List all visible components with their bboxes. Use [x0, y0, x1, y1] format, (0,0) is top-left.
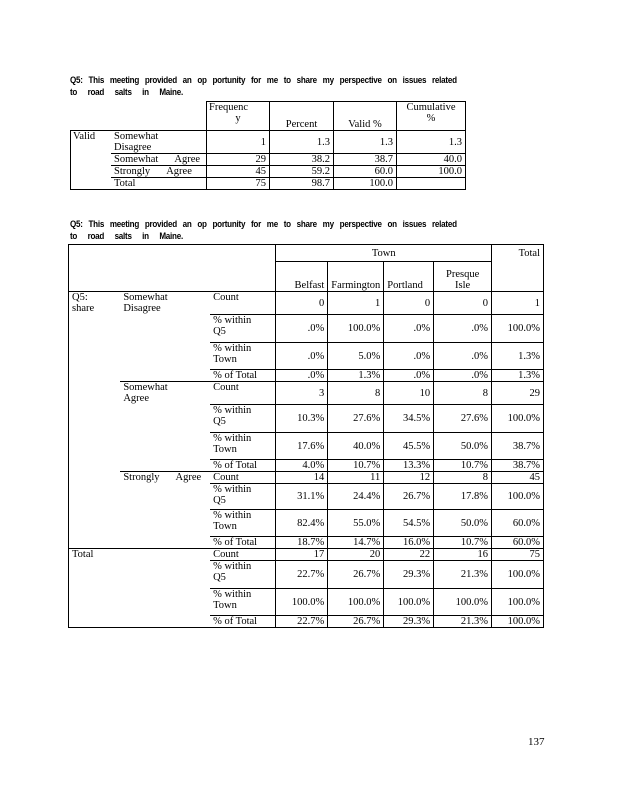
stat-label-part: % of Total [213, 616, 258, 627]
stat-label-part: Q5 [213, 572, 226, 583]
crosstab-cell: 50.0% [434, 433, 492, 460]
crosstab-cell: .0% [434, 343, 492, 370]
crosstab-row [69, 561, 544, 589]
freq-row [71, 131, 466, 154]
freq-group-label: Valid [71, 131, 112, 154]
town-header-presque-a: Presque [445, 269, 480, 280]
crosstab-cell: 21.3% [434, 561, 492, 589]
crosstab-stat-label [210, 315, 276, 343]
crosstab-cell: .0% [384, 343, 434, 370]
crosstab-row-var [69, 537, 121, 549]
stat-label-part: % within [213, 343, 252, 354]
crosstab-row [69, 549, 544, 561]
crosstab-category-label [120, 561, 210, 589]
crosstab-cell: 17 [276, 549, 328, 561]
stat-label-part: % within [213, 484, 252, 495]
caption-line-2: to road salts in Maine. [70, 231, 183, 242]
caption-line-1: Q5: This meeting provided an op portunity for me to share my perspective on issues related [70, 219, 457, 230]
crosstab-cell: 60.0% [492, 510, 544, 537]
stat-label-part: % of Total [213, 460, 258, 471]
crosstab-row-var [69, 405, 121, 433]
crosstab-row-var [69, 292, 121, 315]
caption-line-2: to road salts in Maine. [70, 87, 183, 98]
crosstab-row [69, 616, 544, 628]
crosstab-total-label [69, 561, 121, 589]
freq-cell: 100.0 [334, 178, 397, 190]
town-header-belfast: Belfast [276, 262, 328, 292]
crosstab-cell: 100.0% [492, 589, 544, 616]
freq-header-valid-percent: Valid % [334, 102, 397, 131]
crosstab-cell: 29.3% [384, 561, 434, 589]
crosstab-cell: 16 [434, 549, 492, 561]
crosstab-cell: 1 [492, 292, 544, 315]
crosstab-cell: 0 [384, 292, 434, 315]
crosstab-stat-label [210, 510, 276, 537]
crosstab-body [69, 292, 544, 628]
freq-header-frequency [207, 102, 270, 131]
stat-label-part: % of Total [213, 537, 258, 548]
stat-label-part: Count [213, 472, 239, 483]
stat-label-part: Town [213, 444, 237, 455]
town-header-farmington: Farmington [328, 262, 384, 292]
freq-cell: 1 [207, 131, 270, 154]
freq-cell: 38.2 [270, 154, 334, 166]
crosstab-cell: .0% [384, 315, 434, 343]
freq-cell: 60.0 [334, 166, 397, 178]
crosstab-total-label [69, 616, 121, 628]
crosstab-cell: 3 [276, 382, 328, 405]
crosstab-stat-label [210, 472, 276, 484]
crosstab-row [69, 589, 544, 616]
crosstab-category-label [120, 433, 210, 460]
freq-header-cumulative-a: Cumulative [406, 102, 456, 113]
crosstab-row [69, 370, 544, 382]
crosstab-cell: 8 [328, 382, 384, 405]
crosstab-cell: 26.7% [328, 616, 384, 628]
crosstab-row [69, 405, 544, 433]
crosstab-row [69, 382, 544, 405]
freq-cell: 38.7 [334, 154, 397, 166]
crosstab-row [69, 460, 544, 472]
crosstab-cell: 13.3% [384, 460, 434, 472]
crosstab-stat-label [210, 589, 276, 616]
crosstab-row-var [69, 382, 121, 405]
freq-total-label: Total [111, 178, 207, 190]
crosstab-cell: 14 [276, 472, 328, 484]
crosstab-cell: 21.3% [434, 616, 492, 628]
freq-header-frequency-a: Frequenc [209, 102, 249, 113]
crosstab-cell: 100.0% [328, 315, 384, 343]
crosstab-header-blank [69, 262, 276, 292]
crosstab-row-var [69, 510, 121, 537]
crosstab-cell: 100.0% [276, 589, 328, 616]
crosstab-cell: 100.0% [492, 561, 544, 589]
crosstab-cell: 45 [492, 472, 544, 484]
crosstab-row-var [69, 343, 121, 370]
crosstab-cell: 26.7% [384, 484, 434, 510]
freq-cell: 29 [207, 154, 270, 166]
crosstab-cell: .0% [276, 370, 328, 382]
category-label-b: Agree [123, 393, 149, 404]
stat-label-part: Q5 [213, 326, 226, 337]
crosstab-cell: 38.7% [492, 433, 544, 460]
freq-header-blank-2 [111, 102, 207, 131]
crosstab-cell: 100.0% [328, 589, 384, 616]
stat-label-part: % within [213, 589, 252, 600]
stat-label-part: % within [213, 561, 252, 572]
crosstab-row [69, 292, 544, 315]
crosstab-cell: 10.7% [328, 460, 384, 472]
crosstab-cell: 34.5% [384, 405, 434, 433]
freq-header-row [71, 102, 466, 131]
crosstab-cell: 22 [384, 549, 434, 561]
freq-cell: 45 [207, 166, 270, 178]
crosstab-cell: 14.7% [328, 537, 384, 549]
crosstab-cell: 0 [276, 292, 328, 315]
category-label-a: Somewhat [123, 292, 168, 303]
crosstab-cell: 75 [492, 549, 544, 561]
crosstab-stat-label [210, 561, 276, 589]
page-number: 137 [528, 736, 545, 748]
crosstab-cell: 17.6% [276, 433, 328, 460]
stat-label-part: Q5 [213, 416, 226, 427]
crosstab-total-header: Total [492, 245, 544, 262]
town-header-presque-b: Isle [455, 280, 471, 291]
freq-cell: 75 [207, 178, 270, 190]
crosstab-cell: 8 [434, 382, 492, 405]
crosstab-row [69, 484, 544, 510]
crosstab-stat-label [210, 370, 276, 382]
crosstab-cell: 10.3% [276, 405, 328, 433]
row-var-b: share [72, 303, 95, 314]
stat-label-part: Count [213, 382, 239, 393]
crosstab-cell: 82.4% [276, 510, 328, 537]
crosstab-category-label [120, 343, 210, 370]
crosstab-row [69, 510, 544, 537]
crosstab-cell: 100.0% [492, 405, 544, 433]
crosstab-cell: 4.0% [276, 460, 328, 472]
crosstab-cell: .0% [276, 315, 328, 343]
crosstab-cell: 50.0% [434, 510, 492, 537]
crosstab-cell: 10.7% [434, 460, 492, 472]
crosstab-cell: 17.8% [434, 484, 492, 510]
freq-header-percent: Percent [270, 102, 334, 131]
stat-label-part: % of Total [213, 370, 258, 381]
crosstab-cell: 27.6% [328, 405, 384, 433]
crosstab-cell: 55.0% [328, 510, 384, 537]
crosstab-category-label [120, 292, 210, 315]
crosstab-category-label [120, 405, 210, 433]
crosstab-cell: .0% [276, 343, 328, 370]
freq-group-blank [71, 166, 112, 178]
crosstab-stat-label [210, 405, 276, 433]
crosstab-row-var [69, 472, 121, 484]
category-label-a: Somewhat [123, 382, 168, 393]
frequency-table-caption [70, 75, 457, 99]
crosstab-cell: 31.1% [276, 484, 328, 510]
frequency-table [70, 101, 466, 190]
crosstab-cell: 10.7% [434, 537, 492, 549]
crosstab-table [68, 244, 544, 628]
crosstab-cell: 100.0% [492, 484, 544, 510]
crosstab-cell: 29.3% [384, 616, 434, 628]
crosstab-category-label [120, 549, 210, 561]
crosstab-cell: 29 [492, 382, 544, 405]
crosstab-cell: 8 [434, 472, 492, 484]
crosstab-cell: .0% [434, 370, 492, 382]
crosstab-row-var [69, 315, 121, 343]
category-label-b: Disagree [123, 303, 161, 314]
crosstab-row-var [69, 484, 121, 510]
crosstab-cell: 45.5% [384, 433, 434, 460]
stat-label-part: Town [213, 354, 237, 365]
crosstab-row [69, 433, 544, 460]
crosstab-cell: 1 [328, 292, 384, 315]
crosstab-cell: 16.0% [384, 537, 434, 549]
crosstab-stat-label [210, 484, 276, 510]
crosstab-cell: 24.4% [328, 484, 384, 510]
caption-line-1: Q5: This meeting provided an op portunity for me to share my perspective on issues related [70, 75, 457, 86]
freq-row-label: Somewhat Agree [111, 154, 207, 166]
crosstab-cell: 1.3% [492, 370, 544, 382]
row-var-a: Q5: [72, 292, 88, 303]
crosstab-header-row-2 [69, 262, 544, 292]
crosstab-row [69, 537, 544, 549]
crosstab-cell: 5.0% [328, 343, 384, 370]
freq-row-label: Strongly Agree [111, 166, 207, 178]
crosstab-category-label [120, 484, 210, 510]
freq-cell [397, 178, 466, 190]
crosstab-cell: 11 [328, 472, 384, 484]
stat-label-part: % within [213, 433, 252, 444]
freq-row-label-a: Somewhat [114, 131, 159, 142]
crosstab-stat-label [210, 292, 276, 315]
crosstab-stat-label [210, 549, 276, 561]
freq-cell: 1.3 [397, 131, 466, 154]
freq-header-frequency-b: y [235, 113, 241, 124]
crosstab-cell: 40.0% [328, 433, 384, 460]
freq-header-blank [71, 102, 112, 131]
freq-header-cumulative [397, 102, 466, 131]
crosstab-cell: 10 [384, 382, 434, 405]
crosstab-category-label [120, 537, 210, 549]
crosstab-cell: 20 [328, 549, 384, 561]
stat-label-part: Town [213, 600, 237, 611]
crosstab-category-label [120, 460, 210, 472]
freq-row [71, 154, 466, 166]
stat-label-part: % within [213, 405, 252, 416]
crosstab-row [69, 343, 544, 370]
crosstab-category-label [120, 589, 210, 616]
crosstab-caption [70, 219, 457, 243]
crosstab-cell: 0 [434, 292, 492, 315]
crosstab-stat-label [210, 382, 276, 405]
freq-total-row [71, 178, 466, 190]
crosstab-cell: 38.7% [492, 460, 544, 472]
freq-group-blank [71, 154, 112, 166]
crosstab-row [69, 315, 544, 343]
crosstab-stat-label [210, 537, 276, 549]
crosstab-header-blank [492, 262, 544, 292]
freq-group-blank [71, 178, 112, 190]
crosstab-cell: .0% [434, 315, 492, 343]
crosstab-cell: 100.0% [492, 616, 544, 628]
crosstab-cell: 18.7% [276, 537, 328, 549]
crosstab-category-label [120, 510, 210, 537]
crosstab-cell: 1.3% [492, 343, 544, 370]
stat-label-part: % within [213, 510, 252, 521]
crosstab-total-label [69, 589, 121, 616]
freq-cell: 59.2 [270, 166, 334, 178]
crosstab-stat-label [210, 433, 276, 460]
crosstab-stat-label [210, 343, 276, 370]
crosstab-cell: 60.0% [492, 537, 544, 549]
freq-cell: 98.7 [270, 178, 334, 190]
freq-cell: 1.3 [270, 131, 334, 154]
freq-cell: 1.3 [334, 131, 397, 154]
freq-row-label-b: Disagree [114, 142, 152, 153]
crosstab-town-header: Town [276, 245, 492, 262]
crosstab-cell: 1.3% [328, 370, 384, 382]
crosstab-category-label [120, 616, 210, 628]
freq-header-cumulative-b: % [426, 113, 436, 124]
crosstab-cell: 22.7% [276, 616, 328, 628]
crosstab-row-var [69, 433, 121, 460]
crosstab-cell: 26.7% [328, 561, 384, 589]
crosstab-stat-label [210, 616, 276, 628]
crosstab-cell: 22.7% [276, 561, 328, 589]
crosstab-cell: 27.6% [434, 405, 492, 433]
crosstab-total-label: Total [69, 549, 121, 561]
crosstab-row-var [69, 370, 121, 382]
freq-cell: 100.0 [397, 166, 466, 178]
crosstab-cell: .0% [384, 370, 434, 382]
category-label-a: Strongly Agree [123, 472, 202, 483]
crosstab-header-row-1 [69, 245, 544, 262]
crosstab-row [69, 472, 544, 484]
crosstab-row-var [69, 460, 121, 472]
crosstab-header-blank [69, 245, 276, 262]
town-header-portland: Portland [384, 262, 434, 292]
freq-row [71, 166, 466, 178]
crosstab-category-label [120, 370, 210, 382]
crosstab-cell: 100.0% [492, 315, 544, 343]
crosstab-category-label [120, 382, 210, 405]
crosstab-cell: 100.0% [384, 589, 434, 616]
stat-label-part: Q5 [213, 495, 226, 506]
freq-row-label [111, 131, 207, 154]
crosstab-category-label [120, 472, 210, 484]
stat-label-part: Count [213, 549, 239, 560]
stat-label-part: Count [213, 292, 239, 303]
crosstab-cell: 100.0% [434, 589, 492, 616]
town-header-presque-isle [434, 262, 492, 292]
stat-label-part: % within [213, 315, 252, 326]
crosstab-stat-label [210, 460, 276, 472]
stat-label-part: Town [213, 521, 237, 532]
freq-cell: 40.0 [397, 154, 466, 166]
crosstab-category-label [120, 315, 210, 343]
crosstab-cell: 12 [384, 472, 434, 484]
crosstab-cell: 54.5% [384, 510, 434, 537]
